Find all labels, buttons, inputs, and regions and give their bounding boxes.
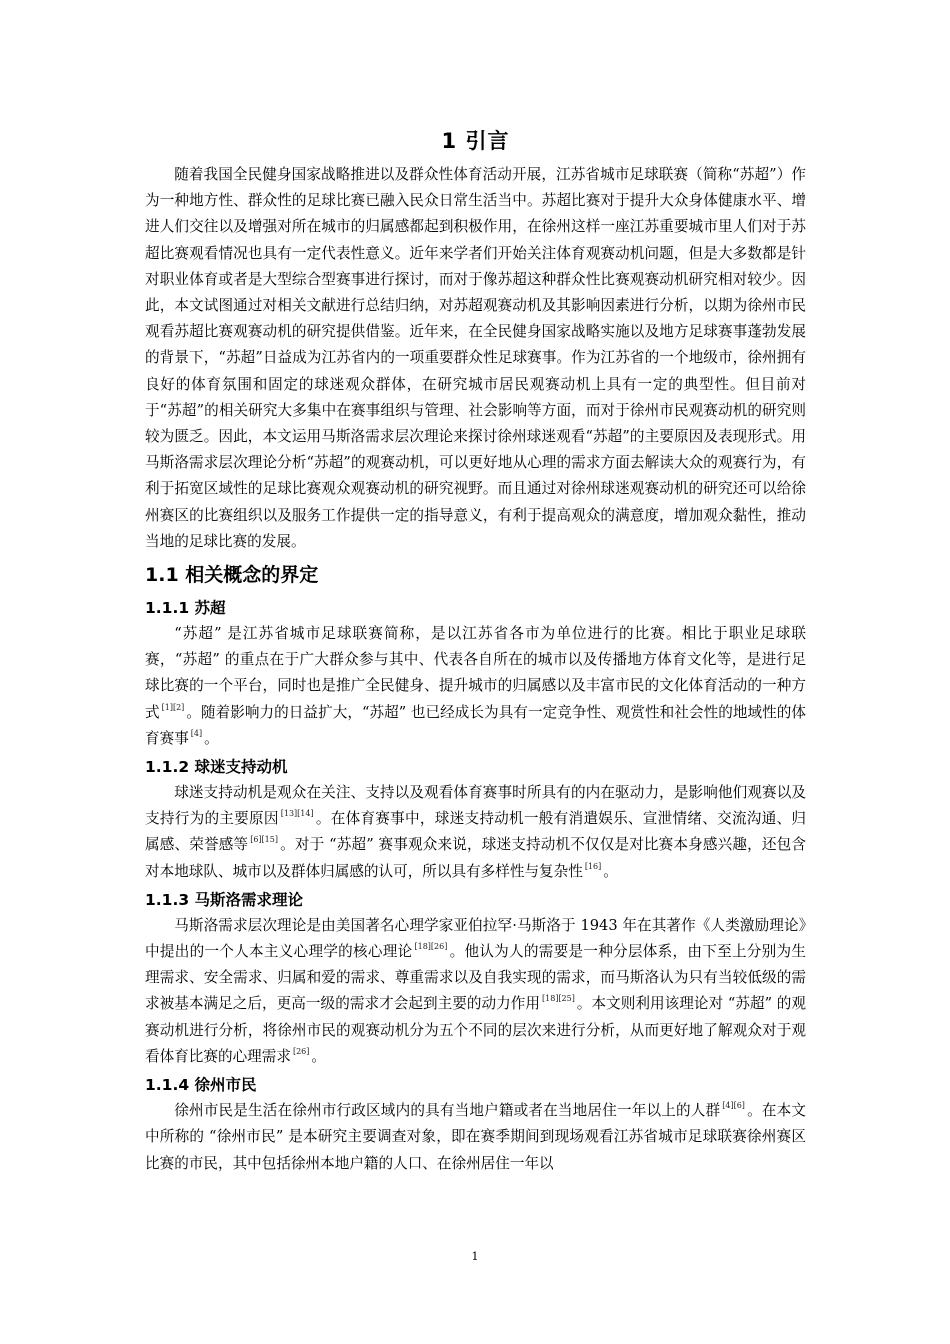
paragraph-xuzhou-citizens	[145, 1098, 806, 1177]
text-run: 。	[603, 862, 618, 880]
citation: [4]	[190, 728, 203, 738]
subsection-heading-1-1-1: 1.1.1 苏超	[145, 599, 226, 618]
text-run: 。本文则利用该理论对 “苏超” 的观赛动机进行分析，将徐州市民的观赛动机分为五个不同的层次来进行分析，从而更好地了解观众对于观看体育比赛的心理需求	[145, 995, 806, 1065]
chapter-title: 1 引言	[441, 129, 510, 153]
text-run: “苏超” 是江苏省城市足球联赛简称，是以江苏省各市为单位进行的比赛。相比于职业足球联赛，“苏超” 的重点在于广大群众参与其中、代表各自所在的城市以及传播地方体育文化等，是进行足球比赛的一个平台，同时也是推广全民健身、提升城市的归属感以及丰富市民的文化体育活动的一种方式	[145, 625, 806, 721]
text-run: 徐州市民是生活在徐州市行政区域内的具有当地户籍或者在当地居住一年以上的人群	[174, 1102, 721, 1120]
page-number: 1	[471, 1250, 479, 1263]
citation: [16]	[584, 861, 602, 871]
subsection-heading-1-1-3: 1.1.3 马斯洛需求理论	[145, 890, 304, 909]
text-run: 球迷支持动机是观众在关注、支持以及观看体育赛事时所具有的内在驱动力，是影响他们观赛以及支持行为的主要原因	[145, 784, 806, 828]
text-run: 马斯洛需求层次理论是由美国著名心理学家亚伯拉罕·马斯洛于 1943 年在其著作《人类激励理论》中提出的一个人本主义心理学的核心理论	[145, 916, 806, 961]
citation: [4][6]	[722, 1101, 745, 1111]
text-run: 。在体育赛事中，球迷支持动机一般有消遣娱乐、宣泄情绪、交流沟通、归属感、荣誉感等	[145, 810, 806, 854]
text-run: 。随着影响力的日益扩大，“苏超” 也已经成长为具有一定竞争性、观赏性和社会性的地域性的体育赛事	[145, 703, 806, 747]
intro-paragraph: 随着我国全民健身国家战略推进以及群众性体育活动开展，江苏省城市足球联赛（简称“苏超”）作为一种地方性、群众性的足球比赛已融入民众日常生活当中。苏超比赛对于提升大众身体健康水平、增进人们交往以及增强对所在城市的归属感都起到积极作用，在徐州这样一座江苏重要城市里人们对于苏超比赛观看情况也具有一定代表性意义。近年来学者们开始关注体育观赛动机问题，但是大多数都是针对职业体育或者是大型综合型赛事进行探讨，而对于像苏超这种群众性比赛观赛动机研究相对较少。因此，本文试图通过对相关文献进行总结归纳，对苏超观赛动机及其影响因素进行分析，以期为徐州市民观看苏超比赛观赛动机的研究提供借鉴。近年来，在全民健身国家战略实施以及地方足球赛事蓬勃发展的背景下，“苏超”日益成为江苏省内的一项重要群众性足球赛事。作为江苏省的一个地级市，徐州拥有良好的体育氛围和固定的球迷观众群体，在研究城市居民观赛动机上具有一定的典型性。但目前对于“苏超”的相关研究大多集中在赛事组织与管理、社会影响等方面，而对于徐州市民观赛动机的研究则较为匮乏。因此，本文运用马斯洛需求层次理论来探讨徐州球迷观看“苏超”的主要原因及表现形式。用马斯洛需求层次理论分析“苏超”的观赛动机，可以更好地从心理的需求方面去解读大众的观赛行为，有利于拓宽区域性的足球比赛观众观赛动机的研究视野。而且通过对徐州球迷观赛动机的研究还可以给徐州赛区的比赛组织以及服务工作提供一定的指导意义，有利于提高观众的满意度，增加观众黏性，推动当地的足球比赛的发展。	[145, 166, 806, 550]
citation: [26]	[292, 1046, 310, 1056]
citation: [18][25]	[542, 994, 575, 1004]
page-content	[145, 128, 806, 1177]
text-run: 。他认为人的需要是一种分层体系，由下至上分别为生理需求、安全需求、归属和爱的需求、尊重需求以及自我实现的需求，而马斯洛认为只有当较低级的需求被基本满足之后，更高一级的需求才会起到主要的动力作用	[145, 943, 806, 1013]
paragraph-fan-motivation	[145, 780, 806, 885]
citation: [6][15]	[250, 835, 278, 845]
citation: [13][14]	[280, 809, 314, 819]
citation: [18][26]	[414, 942, 448, 952]
subsection-heading-1-1-4: 1.1.4 徐州市民	[145, 1076, 257, 1095]
paragraph-su-chao	[145, 621, 806, 752]
text-run: 。	[311, 1047, 326, 1065]
text-run: 。	[204, 729, 219, 747]
subsection-heading-1-1-2: 1.1.2 球迷支持动机	[145, 758, 288, 777]
paragraph-maslow-theory	[145, 913, 806, 1070]
text-run: 。对于 “苏超” 赛事观众来说，球迷支持动机不仅仅是对比赛本身感兴趣，还包含对本地球队、城市以及群体归属感的认可，所以具有多样性与复杂性	[145, 836, 806, 880]
text-run: 。在本文中所称的 “徐州市民” 是本研究主要调查对象，即在赛季期间到现场观看江苏省城市足球联赛徐州赛区比赛的市民，其中包括徐州本地户籍的人口、在徐州居住一年以	[145, 1102, 806, 1172]
citation: [1][2]	[161, 702, 185, 712]
section-heading-1-1: 1.1 相关概念的界定	[145, 564, 319, 587]
